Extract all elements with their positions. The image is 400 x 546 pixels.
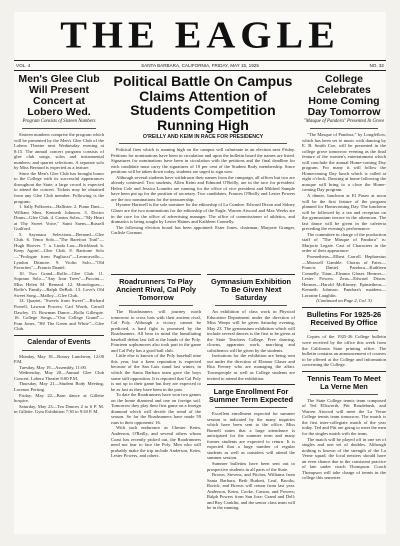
article-paragraph: The State College tennis team composed of Ted Ellsworth, Pitt Roudebush, and Warren Atwood will meet the La Verne College tennis team tomorrow. The match is the first inter-collegiate match of the year today. Ted and Pitt are going to meet the men for the singles match with the team.	[302, 397, 386, 436]
dateline-text: SANTA BARBARA, CALIFORNIA, FRIDAY, MAY 15, 1925	[141, 63, 259, 68]
divider	[310, 128, 378, 129]
column-homecoming	[302, 74, 386, 534]
article-paragraph: The Roadrunners will journey north tomorrow to cross bats with their ancient rival, Cal Poly. Although a victory cannot be predicted, a hard fight is promised by the Roadrunners. All bear in mind the humiliating baseball defeat last fall at the hands of the Poly. Fourteen sophomores also took part in the game and Cal Poly has a good ball club.	[111, 309, 201, 353]
article-paragraph: Hyonne Hartwell is the sole nominee for the editorship of La Cumbre. Edward Dixon and Sidney Glaser are the two nominations for the editorship of the Eagle. Warren Atwood and Max Weeks are in the race for the office of advertising manager. The office of commissioner of athletics, and dramatics is being sought by Lester Haines and Kathleen Connelly.	[111, 202, 295, 225]
homecoming-kicker: "Masque of Pandora" Presented In Grove	[303, 119, 385, 124]
column-roadrunners	[111, 271, 201, 534]
gym-headline: Gymnasium Exhibition To Be Given Next Saturday	[210, 277, 292, 302]
article-paragraph: 14. Quartet, "Sweets from Sweet"—Richard Powell, Lawson Powers, Carl Worth, Carroll Dawley. 15. Bowman Dance—Rollo Gillespie. 16. College Songs—"Our College Grand"—Fran Jones, "Hi! The Green and White"—Glee Club.	[14, 298, 104, 332]
newspaper-page	[14, 12, 386, 534]
article-paragraph: The following election board has been appointed: Ester Jones, chairman; Marjorie Granger, Carlisle Gorman.	[111, 224, 295, 236]
divider	[310, 394, 378, 395]
article-paragraph: To date the Roadrunners have won two games on the home diamond and one on foreign soil. Tomorrow they play their first game on a foreign diamond which will decide the trend of the season. So far the Roadrunners have made 59 runs to their opponents' 16.	[111, 392, 201, 425]
enrollment-headline: Large Enrollment For Summer Term Expected	[208, 387, 294, 405]
glee-club-headline: Men's Glee Club Will Present Concert at Lobero Wed.	[18, 74, 100, 118]
divider	[111, 274, 201, 275]
divider	[22, 128, 96, 129]
glee-club-subhead: Program Consists of Sixteen Numbers	[22, 119, 96, 124]
article-paragraph: The committee in charge of the production staff of "The Masque of Pandora" is: Marjorie Legate. Cast of Characters in the order of their appearance:	[302, 231, 386, 254]
article-paragraph: The match will be played off in one set of singles and one set of doubles. Although nothing is known of the strength of the La Verne squad, the local netsters should have an even chance due to the consistent practice of late under coach Thompson. Coach Thompson will take charge of tennis in the college this semester.	[302, 436, 386, 481]
calendar-item: Friday, May 22—Barn dance at Gillette hospice.	[14, 392, 104, 404]
divider	[14, 335, 104, 336]
calendar-item: Wednesday, May 20—Annual Glee Club Concert, Lobero Theatre 8:00 P.M.	[14, 370, 104, 381]
calendar-item: Tuesday, May 19—Assembly, 11:00.	[19, 364, 87, 370]
article-paragraph: An exhibition of class work in Physical Education Department under the direction of Miss Weeps will be given Saturday evening, May 23. The gymnasium exhibition which will include several dances is the first to be given at the State Teachers College. Free dancing, clowns, apparatus work, marching and calisthenics will be given by the students.	[207, 309, 295, 353]
article-paragraph: Summer bulletins have been sent out to prospective students in all parts of the State.	[207, 461, 295, 472]
divider	[302, 307, 386, 308]
lead-subhead: O'REILLY AND KEIM IN RACE FOR PRESIDENCY	[142, 134, 264, 140]
article-paragraph: Sixteen numbers comprise the program which will be presented by the Men's Glee Club of the Lobero Theatre next Wednesday evening at 8:15. The annual concert program consists of glee club songs, solos and instrumental numbers, and quartet selections. A separate solo by Miss Bernard is expected as a feature.	[14, 132, 104, 171]
calendar-item: Saturday, May 23—Tea Dances 2 to 6 P. M. in Gillette. Gym Exhibition 7:30 to 9:30 P. M.	[14, 403, 104, 415]
article-paragraph: Prometheus—Elbert Carroll. Hephaestus—Maxwell Gamble. Chorus of Fates—Francis Daniel. Pandora—Kathleen Connelly. Titan—Eleanor Glaser. Hermes—Lester Powers. Zeus—Edward Dixon. Hermes—Harold McKinney. Epimetheus—Kenneth Johnson. Pandora's maidens—Lorraine Laughlin.	[302, 254, 386, 298]
column-glee-club	[14, 74, 104, 534]
article-paragraph: "The Masque of Pandora," by Longfellow, which has been set to music with dancing by E. B. Smith Coe, will be presented in the college grove tomorrow evening as the final feature of the women's entertainment which will conclude the annual Home-coming Day program. For many it will follow the Homecoming Day lunch which is called at eight o'clock. Dancing at home following the masque will bring to a close the Home-coming Day program.	[302, 132, 386, 193]
roadrunners-headline: Roadrunners To Play Ancient Rival, Cal Poly Tomorrow	[115, 277, 197, 302]
article-paragraph: Little else is known of the Poly baseball nine this year, but a keen reputation is expected because of the San Luis stand last winter, in which the Santa Barbara team gave the boys some stiff opposition. It is reported that Cal Poly is not up to their game but they are expected to be as fast as they have been in the past.	[111, 353, 201, 392]
calendar-title: Calendar of Events	[27, 338, 91, 346]
article-paragraph: A dinner, luncheon at El Paseo at noon will be the first feature of the program planned for Homecoming Day. The luncheon will be followed by a tea and reception on the gymnasium terrace in the afternoon. The last dance will be given in the cafeteria preceding the evening's performance.	[302, 193, 386, 232]
nameplate: THE EAGLE	[60, 13, 340, 56]
article-paragraph: 1. Sally Polkwetz—Hallister. 2. Piano Duet—William Shea, Kenneth Johnson. 3. Doctor Drum—Glee Club. 4. Cantos Solos—"My Heart at Thy Sweet Voice," Saint Saens—Russell Guilford.	[14, 204, 104, 232]
divider	[207, 274, 295, 275]
divider	[207, 384, 295, 385]
homecoming-headline: College Celebrates Home Coming Day Tomorrow	[307, 74, 381, 118]
divider	[119, 143, 287, 144]
article-paragraph: Political fires which is running high on the campus will culminate in an election next Friday. Petitions for nominations have been in circulation and upon the bulletin board the names are listed. Signatures for nominations have been in circulation with the petitions and the final deadline for each candidate must carry the signatures of 10 per cent of the Student Body membership. Since petitions will be taken down today, students are urged to sign now.	[111, 147, 295, 175]
article-paragraph: 5. Sayonara Selections—Bernard—Glee Club. 6. Tenor Solo—"The Barefoot Trail"—Hugh Hoover. 7. a. Linda Lou—Brickland; b. Keep Agoin'—Glee Club. 8. Baritone Solo—"Prologue from Pagliacci"—Leoncavallo—Lyndon Ditmore. 9. Violin Solo—"Old Favorites"—Francis Daniel.	[14, 231, 104, 271]
article-paragraph: With such endurance as Chester Keim, Anderson, O'Reilly, and several others whom Coast has recently picked out, the Roadrunners need not fear to face the Poly. Men who will probably make the trip include Anderson, Keim, Lester Powers, and others.	[111, 425, 201, 459]
volume-number: VOL. 4	[16, 63, 31, 68]
masthead	[14, 12, 386, 58]
article-paragraph: Although several students have withdrawn their names from the campaign, all offices but two are already contested. Two students, Allen Keim and Edmond O'Reilly, are in the race for president. Helen Cole and Jessica Lounder are running for the office of vice president and Mildred Sample have been put up for the position of secretary. Two candidates, Frances O'Reilly and Lester Powers are the two nominations for the treasurership.	[111, 174, 295, 202]
article-paragraph: Invitations for the exhibition are being sent out under the direction of Eleanor Glaser and Rita Feeney who are managing the affair. Townspeople as well as College students are invited to attend the exhibition.	[207, 353, 295, 381]
divider	[215, 407, 287, 408]
divider	[22, 350, 96, 351]
article-paragraph: Brown, Stevens, and Pitcher, Williams from Santa Barbara, Beth Burkett, Leaf, Brooks, Rorick, and Brown will return from last year. Anderson, Keim, Cooke, Carson, and Powers; Ralph Powers from San Jose; Grand and Dell; and Roy Conklin, and the senior class team will be in the running.	[207, 472, 295, 511]
article-paragraph: Excellent enrollment expected for summer session is indicated by the many inquiries which have been sent to the office. Miss Burnell states that a large attendance is anticipated for the summer term and many former students are expected to return. It is expected that a large number of regular students as well as outsiders will attend the summer session.	[207, 411, 295, 461]
tennis-headline: Tennis Team To Meet La Verne Men	[307, 373, 381, 391]
continued-note: (Continued on Page 2, Col. 3)	[316, 298, 372, 304]
article-paragraph: Copies of the 1925-26 College bulletin were received by the office this week from the California State printing office. The bulletin contains an announcement of courses to be offered at the College and information concerning the College.	[302, 334, 386, 368]
divider	[310, 330, 378, 331]
lead-headline: Political Battle On Campus Claims Attention of Students Competition Running High	[113, 73, 293, 133]
column-gymnasium	[207, 271, 295, 534]
divider	[215, 305, 287, 306]
article-paragraph: Since the Men's Glee Club has brought honor to the College with its successful appearances throughout the State, a large crowd is expected to attend the concert. Tickets may be obtained from any Glee Club member. Following is the program:	[14, 170, 104, 204]
divider	[302, 371, 386, 372]
calendar-item: Thursday, May 21—Student Body Meeting, Lorenzo Porting.	[14, 381, 104, 392]
divider	[119, 305, 193, 306]
issue-number: NO. 32	[369, 63, 384, 68]
article-paragraph: 10. Two Grand—Rolfe—Glee Club. 11. Soprano Solo—"Any Iron Trees"—Puccini—Miss Helen M. Bernard. 12. Monologues—Rolfe's Family—Ralph DeBolt. 13. Love's Old Sweet Song—Malloy—Glee Club.	[14, 270, 104, 298]
bulletin-headline: Bulletins For 1925-26 Received By Office	[306, 310, 382, 328]
calendar-item: Monday, May 18—Rotary Luncheon, 12:00 P.M.	[14, 353, 104, 365]
lead-story	[111, 74, 295, 236]
dateline-bar	[14, 60, 386, 71]
